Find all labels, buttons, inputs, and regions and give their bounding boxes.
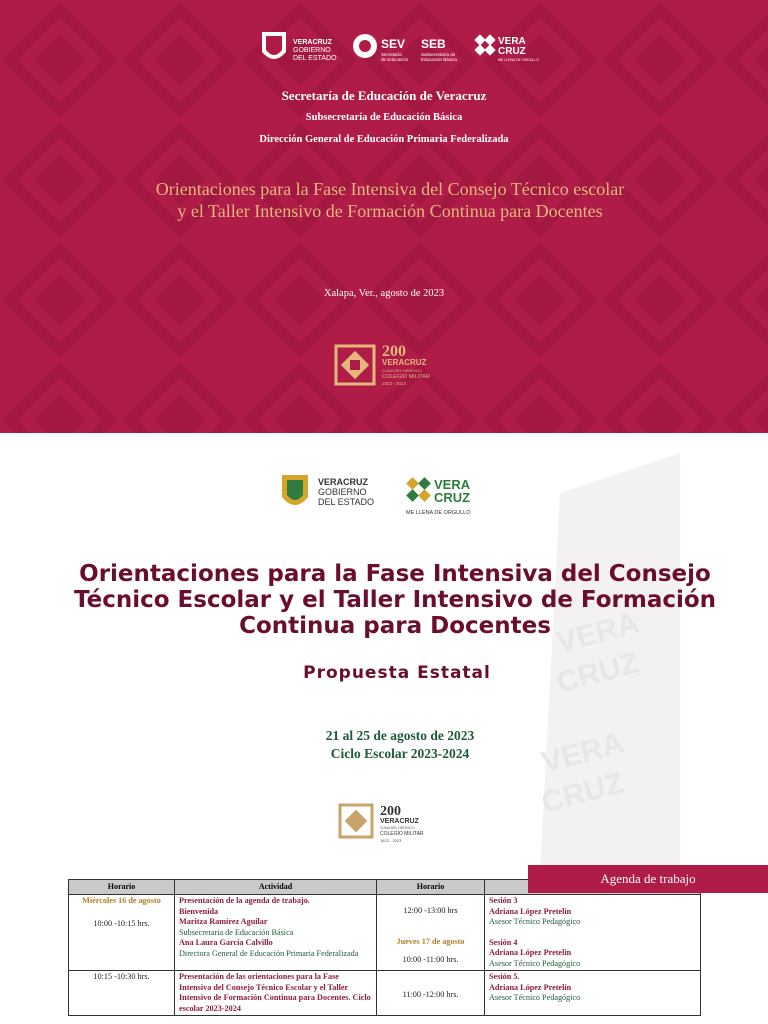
veracruz-shield-icon bbox=[262, 32, 286, 59]
day-label: Jueves 17 de agosto bbox=[396, 936, 465, 946]
header-horario-1: Horario bbox=[69, 880, 175, 895]
activity-title: Presentación de las orientaciones para la Fase Intensiva del Consejo Técnico Escolar y el Taller Intensivo de Formación Continua para Docentes. Ciclo escolar 2023-2024 bbox=[179, 972, 371, 1013]
emblem-number: 200 bbox=[382, 343, 406, 360]
presenter-role: Asesor Técnico Pedagógico bbox=[489, 917, 581, 926]
activity-cell bbox=[175, 971, 377, 1016]
direccion-heading: Dirección General de Educación Primaria Federalizada bbox=[259, 134, 509, 145]
cover-date: Xalapa, Ver., agosto de 2023 bbox=[323, 288, 445, 299]
gov-logo-text-1: VERACRUZ bbox=[318, 477, 369, 487]
time-cell bbox=[377, 971, 485, 1016]
session-label: Sesión 5. bbox=[489, 972, 520, 981]
day-label: Miércoles 16 de agosto bbox=[82, 896, 161, 905]
seb-desc-2: Educación Básica bbox=[421, 57, 457, 62]
activity-title: Presentación de la agenda de trabajo. bbox=[179, 896, 310, 905]
header-horario-2: Horario bbox=[377, 880, 485, 895]
participant-name: Maritza Ramírez Aguilar bbox=[179, 917, 268, 926]
cover-title: Orientaciones para la Fase Intensiva del Consejo Técnico escolar y el Taller Intensivo de Formación Continua para Docentes bbox=[155, 179, 625, 221]
time-label: 10:00 -11:00 hrs. bbox=[402, 955, 459, 964]
activity-title-2: Bienvenida bbox=[179, 906, 219, 916]
cover-slide bbox=[0, 0, 768, 433]
time-cell bbox=[69, 971, 175, 1016]
gov-logo-text-3: DEL ESTADO bbox=[318, 497, 375, 507]
agenda-table bbox=[68, 879, 701, 1016]
svg-text:CRUZ: CRUZ bbox=[553, 646, 643, 700]
presenter-name: Adriana López Pretelín bbox=[489, 948, 572, 957]
proposal-slide bbox=[0, 433, 768, 1024]
table-row bbox=[69, 971, 701, 1016]
emblem-line1: CUNA DEL HEROICO bbox=[382, 368, 422, 373]
presenter-name: Adriana López Pretelín bbox=[489, 982, 572, 992]
vera-logo-text-1: VERA bbox=[434, 477, 471, 492]
session-label: Sesión 4 bbox=[489, 937, 518, 947]
emblem-number: 200 bbox=[380, 804, 401, 819]
gov-logo-text-2: GOBIERNO bbox=[318, 487, 367, 497]
time-label: 12:00 -13:00 hrs bbox=[403, 906, 458, 915]
sev-eagle-icon bbox=[353, 34, 377, 58]
vera-logo-text-2: CRUZ bbox=[498, 46, 526, 57]
emblem-name: VERACRUZ bbox=[380, 818, 419, 825]
time-label: 11:00 -12:00 hrs. bbox=[402, 990, 459, 999]
seb-logo-text: SEB bbox=[421, 37, 446, 51]
time-cell bbox=[69, 895, 175, 971]
veracruz-knot-icon bbox=[474, 34, 495, 55]
emblem-name: VERACRUZ bbox=[382, 358, 427, 367]
activity-cell bbox=[485, 971, 701, 1016]
seb-desc-1: Subsecretaría de bbox=[421, 52, 456, 57]
veracruz-knot-icon bbox=[406, 477, 431, 502]
vera-logo-text-1: VERA bbox=[498, 36, 526, 47]
emblem-years: 1823 - 2023 bbox=[382, 381, 407, 386]
school-cycle: Ciclo Escolar 2023-2024 bbox=[330, 746, 470, 761]
sev-desc-1: Secretaría bbox=[381, 52, 402, 57]
activity-cell bbox=[175, 895, 377, 971]
svg-text:VERA: VERA bbox=[538, 726, 628, 780]
sev-logo-text: SEV bbox=[381, 37, 406, 51]
dates-range: 21 al 25 de agosto de 2023 bbox=[325, 728, 475, 743]
sev-desc-2: de Educación bbox=[381, 57, 409, 62]
time-label: 10:15 -10:30 hrs. bbox=[93, 972, 150, 981]
institution-logos-2 bbox=[278, 471, 488, 517]
vera-logo-tag: ME LLENA DE ORGULLO bbox=[498, 58, 540, 62]
proposal-dates bbox=[300, 727, 500, 763]
vera-logo-tag: ME LLENA DE ORGULLO bbox=[406, 510, 471, 516]
emblem-years: 1823 - 2023 bbox=[380, 838, 402, 843]
emblem-line2: COLEGIO MILITAR bbox=[380, 831, 424, 837]
participant-name: Ana Laura García Calvillo bbox=[179, 938, 273, 947]
presenter-name: Adriana López Pretelín bbox=[489, 906, 572, 916]
time-cell bbox=[377, 895, 485, 971]
gov-logo-text-2: GOBIERNO bbox=[293, 47, 331, 54]
svg-text:CRUZ: CRUZ bbox=[538, 766, 628, 820]
svg-text:VERA: VERA bbox=[553, 606, 643, 660]
proposal-subtitle: Propuesta Estatal bbox=[303, 663, 491, 683]
proposal-title: Orientaciones para la Fase Intensiva del Consejo Técnico Escolar y el Taller Intensivo de Formación Continua para Docentes bbox=[73, 561, 717, 639]
gov-logo-text-1: VERACRUZ bbox=[293, 39, 332, 46]
agenda-tag: Agenda de trabajo bbox=[528, 865, 768, 893]
session-label: Sesión 3 bbox=[489, 896, 518, 905]
emblem-line2: COLEGIO MILITAR bbox=[382, 374, 430, 380]
gov-logo-text-3: DEL ESTADO bbox=[293, 55, 337, 62]
activity-cell bbox=[485, 895, 701, 971]
emblem-knot-icon bbox=[340, 805, 372, 837]
institution-logos bbox=[0, 28, 768, 68]
participant-role: Subsecretaria de Educación Básica bbox=[179, 927, 294, 937]
presenter-role: Asesor Técnico Pedagógico bbox=[489, 958, 581, 968]
secretaria-heading: Secretaría de Educación de Veracruz bbox=[281, 88, 487, 103]
participant-role: Directora General de Educación Primaria Federalizada bbox=[179, 948, 359, 958]
vera-logo-text-2: CRUZ bbox=[434, 490, 471, 505]
presenter-role: Asesor Técnico Pedagógico bbox=[489, 993, 581, 1002]
veracruz-shield-icon bbox=[282, 475, 308, 505]
time-label: 10:00 -10:15 hrs. bbox=[93, 918, 150, 928]
emblem-knot-icon bbox=[336, 346, 374, 384]
bicentennial-emblem bbox=[330, 338, 460, 392]
header-actividad-1: Actividad bbox=[175, 880, 377, 895]
bicentennial-emblem-2 bbox=[336, 799, 446, 845]
subsecretaria-heading: Subsecretaría de Educación Básica bbox=[305, 112, 463, 123]
table-row bbox=[69, 895, 701, 971]
emblem-line1: CUNA DEL HEROICO bbox=[380, 826, 415, 830]
